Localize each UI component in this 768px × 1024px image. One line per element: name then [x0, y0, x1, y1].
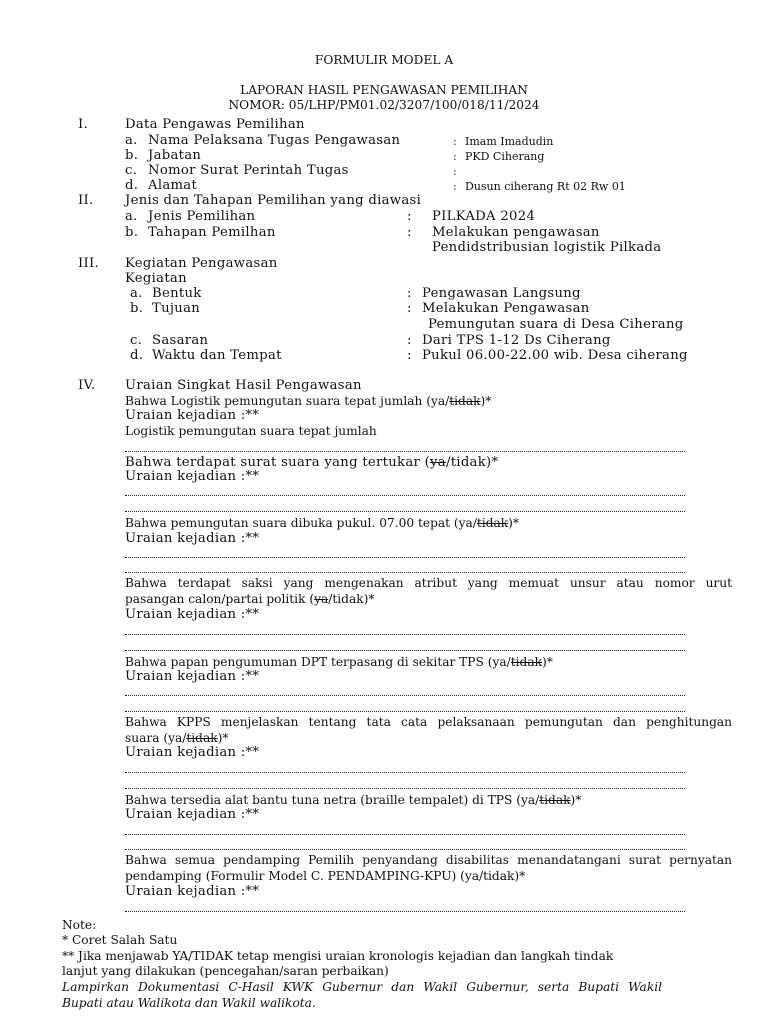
item-letter: a. [130, 286, 143, 301]
section-1-title: Data Pengawas Pemilihan [125, 117, 305, 132]
note-line-1: * Coret Salah Satu [62, 933, 178, 947]
question-3: Bahwa pemungutan suara dibuka pukul. 07.00 tepat (ya/tidak)* [125, 516, 520, 530]
uraian-label: Uraian kejadian :** [125, 469, 260, 484]
answer-line [125, 451, 685, 452]
item-colon: : [407, 333, 412, 348]
question-6-line-1: Bahwa KPPS menjelaskan tentang tata cata pelaksanaan pemungutan dan penghitungan [125, 715, 732, 729]
item-colon: : [407, 225, 412, 240]
item-value: PKD Ciherang [465, 150, 545, 163]
note-line-4: Lampirkan Dokumentasi C-Hasil KWK Gubernur dan Wakil Gubernur, serta Bupati Wakil [62, 980, 662, 994]
section-1-number: I. [78, 117, 89, 132]
item-colon: : [407, 301, 412, 316]
answer-line [125, 788, 685, 789]
section-4-number: IV. [78, 378, 96, 393]
section-3-number: III. [78, 256, 100, 271]
item-letter: b. [130, 301, 144, 316]
item-value-line-2: Pendidstribusian logistik Pilkada [432, 240, 662, 255]
answer-line [125, 634, 685, 635]
item-letter: c. [125, 163, 138, 178]
item-label: Tahapan Pemilhan [148, 225, 276, 240]
note-line-3: lanjut yang dilakukan (pencegahan/saran perbaikan) [62, 964, 389, 978]
question-2: Bahwa terdapat surat suara yang tertukar (ya/tidak)* [125, 455, 499, 470]
question-5: Bahwa papan pengumuman DPT terpasang di sekitar TPS (ya/tidak)* [125, 655, 553, 669]
answer-line [125, 711, 685, 712]
question-4-line-1: Bahwa terdapat saksi yang mengenakan atribut yang memuat unsur atau nomor urut [125, 576, 732, 590]
answer-line [125, 650, 685, 651]
question-8-line-1: Bahwa semua pendamping Pemilih penyandang disabilitas menandatangani surat pernyatan [125, 853, 732, 867]
note-title: Note: [62, 918, 97, 932]
item-colon: : [453, 150, 457, 163]
item-letter: b. [125, 225, 139, 240]
note-line-2: ** Jika menjawab YA/TIDAK tetap mengisi uraian kronologis kejadian dan langkah tindak [62, 949, 614, 963]
item-letter: b. [125, 148, 139, 163]
section-3-subtitle: Kegiatan [125, 271, 187, 286]
section-2-number: II. [78, 193, 94, 208]
uraian-label: Uraian kejadian :** [125, 745, 260, 760]
uraian-label: Uraian kejadian :** [125, 531, 260, 546]
question-4-line-2: pasangan calon/partai politik (ya/tidak)* [125, 592, 375, 606]
item-letter: d. [125, 178, 139, 193]
uraian-label: Uraian kejadian :** [125, 669, 260, 684]
answer-line [125, 849, 685, 850]
item-colon: : [453, 165, 457, 178]
question-1: Bahwa Logistik pemungutan suara tepat jumlah (ya/tidak)* [125, 394, 492, 408]
section-4-title: Uraian Singkat Hasil Pengawasan [125, 378, 362, 393]
item-value: Dusun ciherang Rt 02 Rw 01 [465, 180, 626, 193]
answer-line [125, 772, 685, 773]
item-value: Imam Imadudin [465, 135, 554, 148]
item-value: Pukul 06.00-22.00 wib. Desa ciherang [422, 348, 688, 363]
form-title: FORMULIR MODEL A [314, 53, 454, 67]
answer-line [125, 572, 685, 573]
item-colon: : [453, 180, 457, 193]
answer-line [125, 695, 685, 696]
answer-line [125, 557, 685, 558]
section-2-title: Jenis dan Tahapan Pemilihan yang diawasi [125, 193, 422, 208]
answer-line [125, 495, 685, 496]
uraian-label: Uraian kejadian :** [125, 408, 260, 423]
item-label: Bentuk [152, 286, 202, 301]
item-value: Melakukan Pengawasan [422, 301, 590, 316]
item-value-line-2: Pemungutan suara di Desa Ciherang [428, 317, 684, 332]
item-letter: a. [125, 133, 138, 148]
item-letter: d. [130, 348, 144, 363]
uraian-answer: Logistik pemungutan suara tepat jumlah [125, 424, 377, 438]
question-7: Bahwa tersedia alat bantu tuna netra (braille tempalet) di TPS (ya/tidak)* [125, 793, 582, 807]
item-value: Pengawasan Langsung [422, 286, 581, 301]
note-line-5: Bupati atau Walikota dan Wakil walikota. [62, 996, 316, 1010]
item-label: Nama Pelaksana Tugas Pengawasan [148, 133, 401, 148]
item-colon: : [453, 135, 457, 148]
item-label: Waktu dan Tempat [152, 348, 282, 363]
answer-line [125, 834, 685, 835]
answer-line [125, 511, 685, 512]
item-letter: a. [125, 209, 138, 224]
report-title: LAPORAN HASIL PENGAWASAN PEMILIHAN [240, 83, 528, 97]
item-colon: : [407, 209, 412, 224]
uraian-label: Uraian kejadian :** [125, 607, 260, 622]
item-label: Jabatan [148, 148, 202, 163]
question-8-line-2: pendamping (Formulir Model C. PENDAMPING-KPU) (ya/tidak)* [125, 869, 526, 883]
item-label: Alamat [148, 178, 198, 193]
item-label: Tujuan [152, 301, 201, 316]
section-3-title: Kegiatan Pengawasan [125, 256, 278, 271]
answer-line [125, 911, 685, 912]
item-label: Sasaran [152, 333, 209, 348]
uraian-label: Uraian kejadian :** [125, 807, 260, 822]
item-value: Dari TPS 1-12 Ds Ciherang [422, 333, 611, 348]
item-label: Nomor Surat Perintah Tugas [148, 163, 349, 178]
item-value: Melakukan pengawasan [432, 225, 600, 240]
report-number: NOMOR: 05/LHP/PM01.02/3207/100/018/11/2024 [228, 98, 540, 112]
item-value: PILKADA 2024 [432, 209, 536, 224]
question-6-line-2: suara (ya/tidak)* [125, 731, 229, 745]
uraian-label: Uraian kejadian :** [125, 884, 260, 899]
item-label: Jenis Pemilihan [148, 209, 256, 224]
item-colon: : [407, 348, 412, 363]
item-letter: c. [130, 333, 143, 348]
item-colon: : [407, 286, 412, 301]
